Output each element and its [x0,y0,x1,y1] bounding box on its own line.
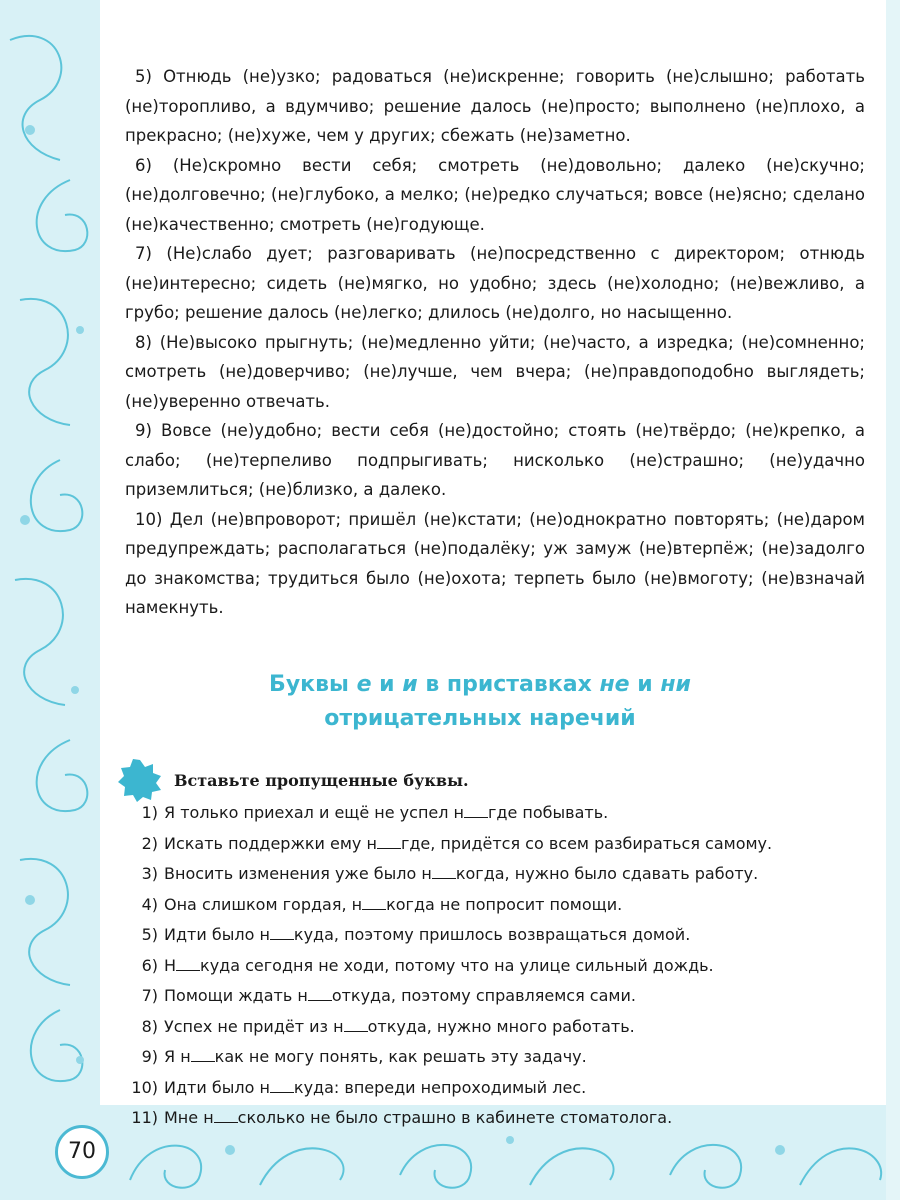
item-number: 3) [141,864,158,883]
item-text-after: откуда, поэтому справляемся сами. [331,986,636,1005]
blank-field[interactable] [191,1047,215,1062]
item-number: 8) [141,1016,158,1036]
item-text-before: Я только приехал и ещё не успел н [164,803,465,822]
title-line-2: отрицательных наречий [324,706,636,731]
blank-field[interactable] [432,864,456,879]
item-text-after: где побывать. [488,803,609,822]
blank-field[interactable] [214,1108,238,1123]
title-prefix-ne: не [599,672,630,697]
item-text-after: где, придётся со всем разбираться самому. [400,833,773,853]
flower-badge-icon [118,758,162,802]
blank-field[interactable] [362,895,386,910]
task-text: Вставьте пропущенные буквы. [174,770,469,790]
title-letter-i: и [402,672,418,697]
task-instruction [118,758,469,802]
blank-field[interactable] [270,1078,294,1093]
item-number: 10) [131,1077,158,1097]
paragraph-5: 5) Отнюдь (не)узко; радоваться (не)искренне; говорить (не)слышно; работать (не)торопливо, а вдумчиво; решение далось (не)просто; выполнено (не)плохо, а прекрасно; (не)хуже, чем у других; сбежать (не)заметно. [125,67,865,145]
title-text: Буквы [269,672,357,697]
title-text: в приставках [417,672,600,697]
item-number: 5) [141,925,158,944]
item-text-after: куда сегодня не ходи, потому что на улице сильный дождь. [200,955,714,975]
blank-field[interactable] [464,803,488,818]
item-text-before: Мне н [164,1108,214,1127]
item-number: 11) [131,1108,158,1127]
item-text-before: Искать поддержки ему н [164,833,377,853]
list-item [130,859,830,890]
title-text: и [629,672,661,697]
item-text-before: Помощи ждать н [164,986,308,1005]
item-text-after: куда, поэтому пришлось возвращаться домой. [293,925,691,944]
title-text: и [371,672,403,697]
item-text-after: когда, нужно было сдавать работу. [455,864,759,883]
page-number: 70 [55,1125,109,1179]
paragraph-10: 10) Дел (не)впроворот; пришёл (не)кстати; (не)однократно повторять; (не)даром предупреждать; располагаться (не)подалёку; уж замуж (не)втерпёж; (не)задолго до знакомства; трудиться было (не)охота; терпеть было (не)вмоготу; (не)взначай намекнуть. [125,509,865,617]
item-text-before: Н [164,955,177,975]
item-number: 7) [141,986,158,1005]
item-text-after: когда не попросит помощи. [386,894,623,914]
blank-field[interactable] [270,925,294,940]
item-text-before: Идти было н [164,925,270,944]
item-text-before: Успех не придёт из н [164,1016,344,1036]
list-item [130,1103,830,1134]
list-item [130,1042,830,1073]
list-item [130,1012,830,1043]
blank-field[interactable] [377,834,401,849]
paragraph-9: 9) Вовсе (не)удобно; вести себя (не)достойно; стоять (не)твёрдо; (не)крепко, а слабо; (не)терпеливо подпрыгивать; нисколько (не)страшно; (не)удачно приземлиться; (не)близко, а далеко. [125,421,865,499]
item-text-before: Я н [164,1047,191,1066]
list-item [130,920,830,951]
item-number: 2) [141,833,158,853]
exercise-list [130,798,830,1134]
blank-field[interactable] [176,956,200,971]
item-text-before: Она слишком гордая, н [164,894,363,914]
item-text-before: Вносить изменения уже было н [164,864,432,883]
item-text-after: куда: впереди непроходимый лес. [293,1077,587,1097]
item-number: 9) [141,1047,158,1066]
list-item [130,890,830,921]
item-text-after: сколько не было страшно в кабинете стоматолога. [237,1108,673,1127]
title-prefix-ni: ни [660,672,691,697]
item-number: 4) [141,894,158,914]
section-title [170,668,790,736]
list-item [130,1073,830,1104]
item-number: 6) [141,955,158,975]
blank-field[interactable] [344,1017,368,1032]
paragraph-7: 7) (Не)слабо дует; разговаривать (не)посредственно с директором; отнюдь (не)интересно; сидеть (не)мягко, но удобно; здесь (не)холодно; (не)вежливо, а грубо; решение далось (не)легко; длилось (не)долго, но насыщенно. [125,244,865,322]
item-text-after: откуда, нужно много работать. [367,1016,635,1036]
list-item [130,981,830,1012]
title-letter-e: е [356,672,372,697]
blank-field[interactable] [308,986,332,1001]
list-item [130,798,830,829]
list-item [130,829,830,860]
list-item [130,951,830,982]
item-text-before: Идти было н [164,1077,270,1097]
item-text-after: как не могу понять, как решать эту задачу. [214,1047,587,1066]
exercise-paragraphs [125,62,865,623]
paragraph-6: 6) (Не)скромно вести себя; смотреть (не)довольно; далеко (не)скучно; (не)долговечно; (не)глубоко, а мелко; (не)редко случаться; вовсе (не)ясно; сделано (не)качественно; смотреть (не)годующе. [125,155,865,234]
item-number: 1) [141,803,158,822]
paragraph-8: 8) (Не)высоко прыгнуть; (не)медленно уйти; (не)часто, а изредка; (не)сомненно; смотреть (не)доверчиво; (не)лучше, чем вчера; (не)правдоподобно выглядеть; (не)уверенно отвечать. [125,332,865,411]
